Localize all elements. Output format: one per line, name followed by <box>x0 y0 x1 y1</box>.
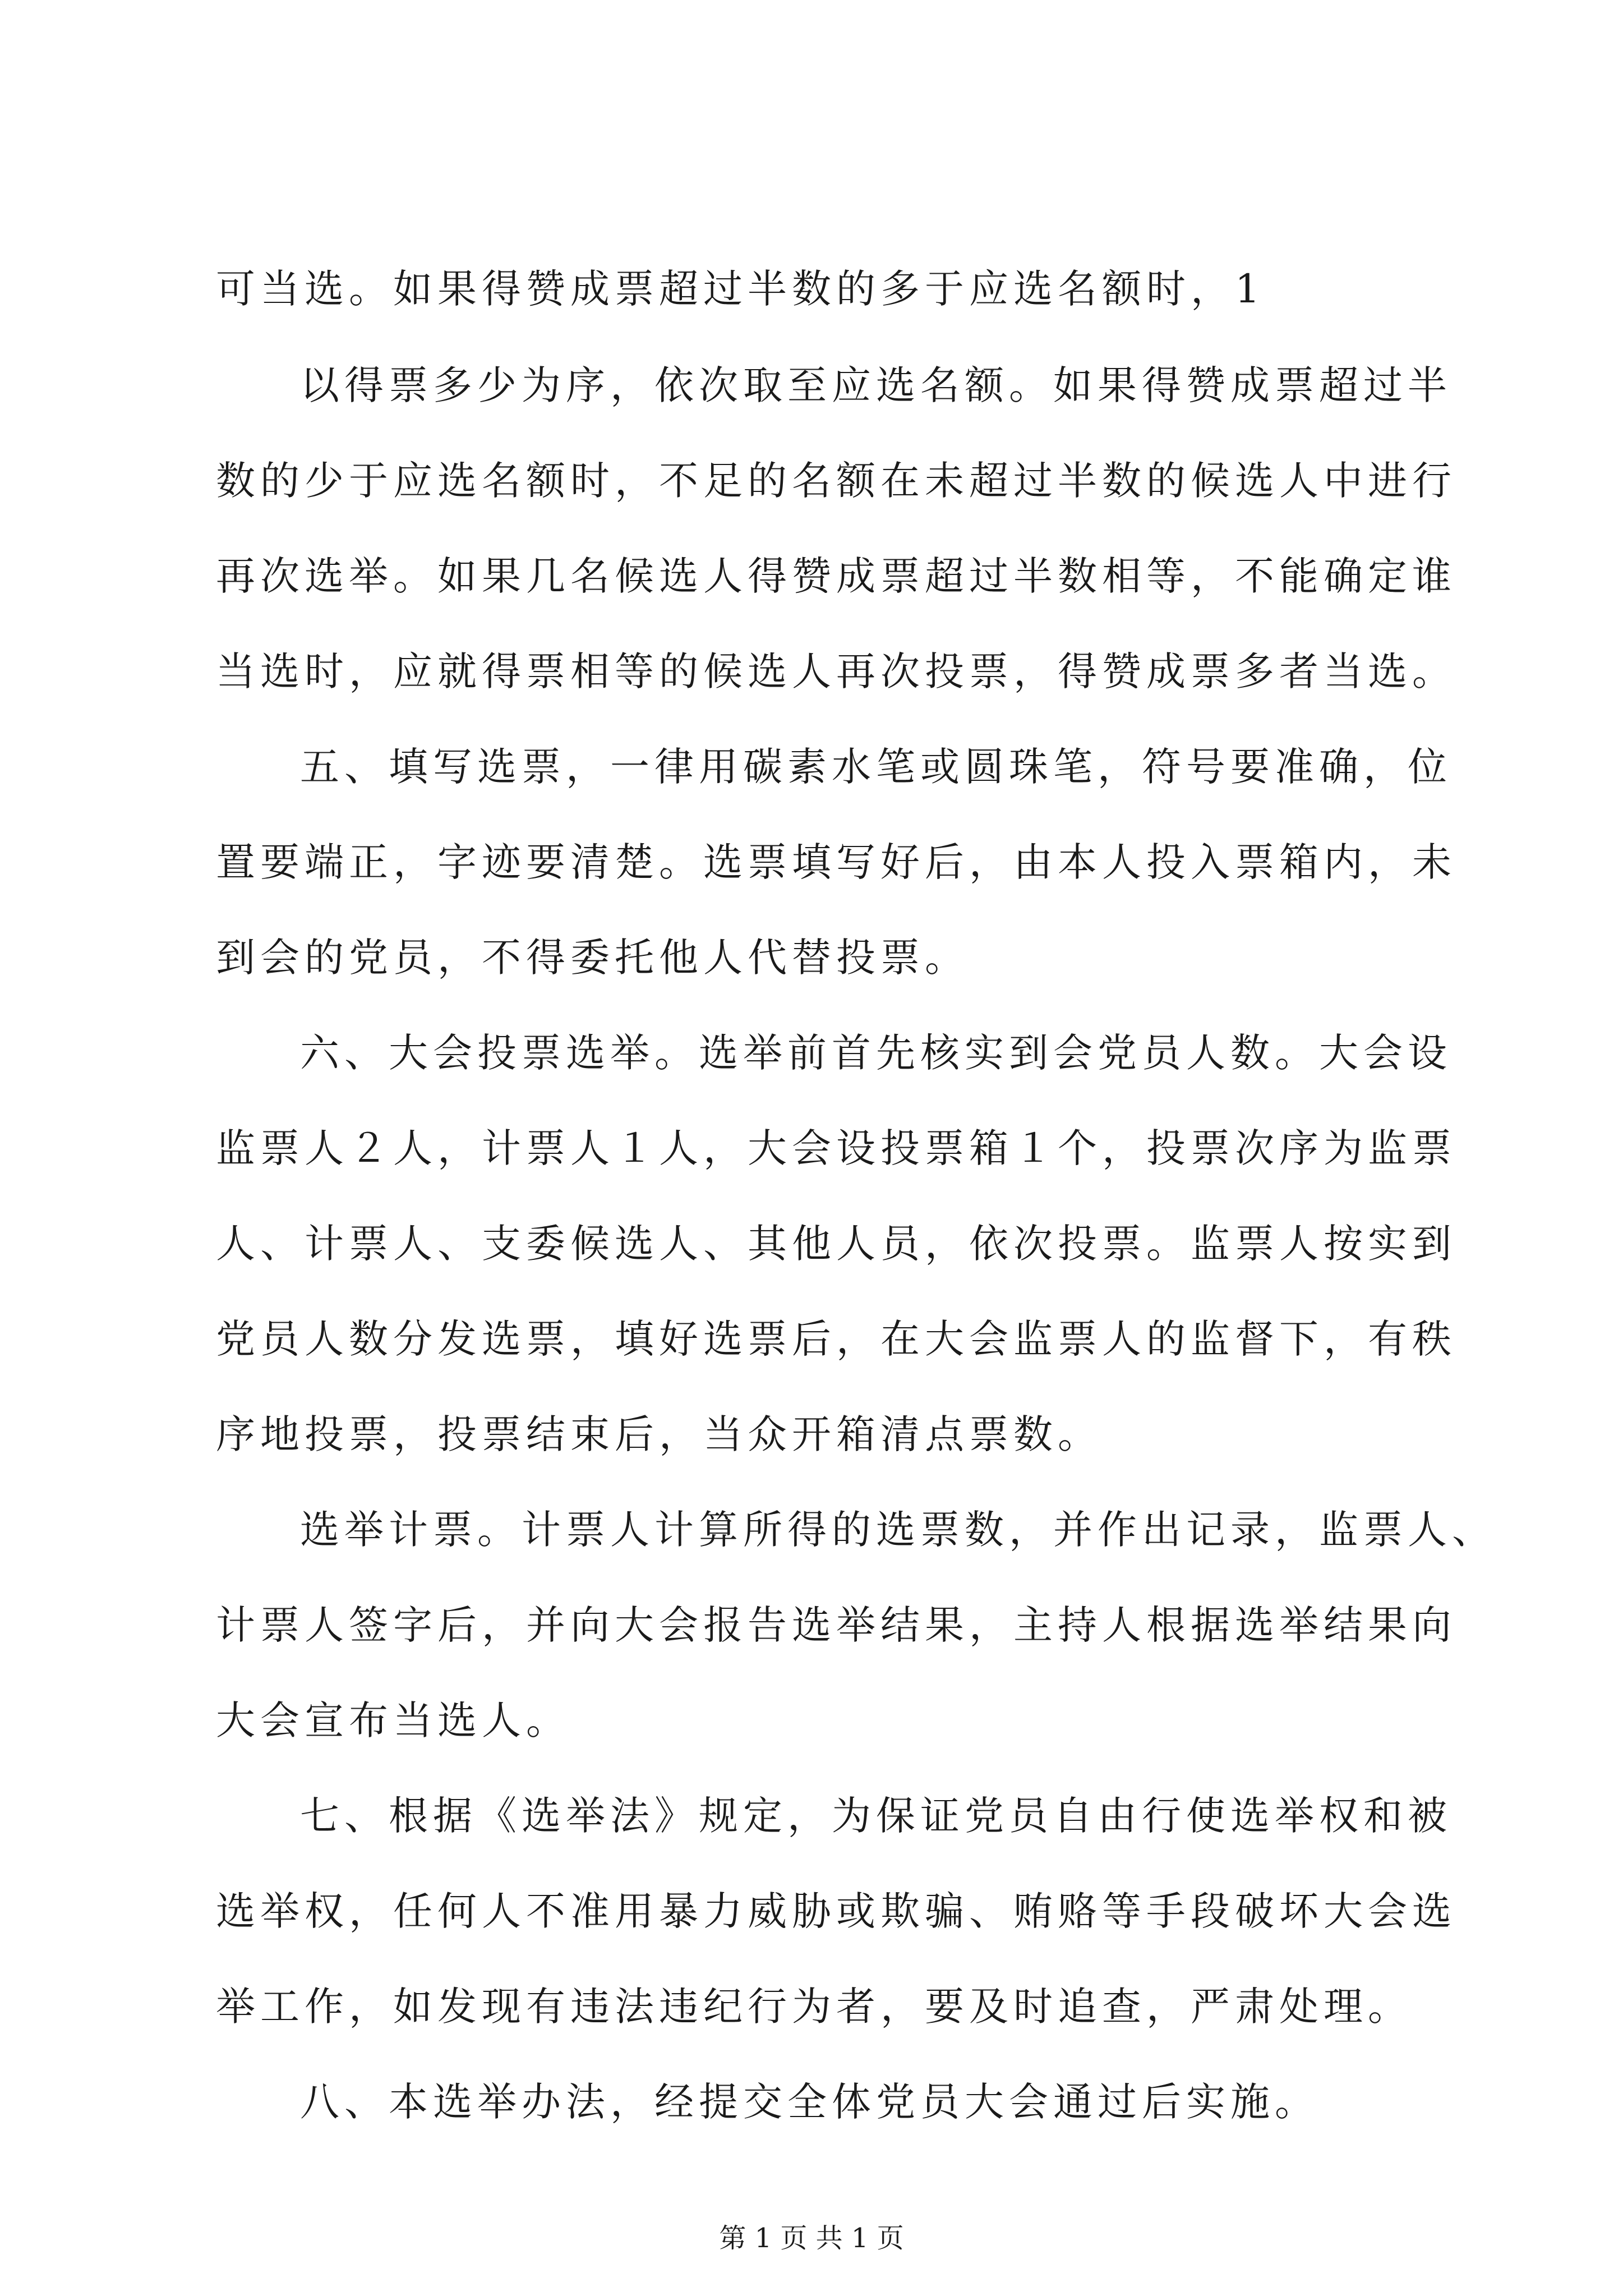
text-line: 序地投票，投票结束后，当众开箱清点票数。 <box>216 1411 1102 1457</box>
text-line: 到会的党员，不得委托他人代替投票。 <box>216 935 969 981</box>
text-line: 再次选举。如果几名候选人得赞成票超过半数相等，不能确定谁 <box>216 553 1456 599</box>
text-line: 计票人签字后，并向大会报告选举结果，主持人根据选举结果向 <box>216 1602 1456 1648</box>
text-line: 数的少于应选名额时，不足的名额在未超过半数的候选人中进行 <box>216 458 1456 504</box>
text-line: 举工作，如发现有违法违纪行为者，要及时追查，严肃处理。 <box>216 1984 1412 2030</box>
text-line: 八、本选举办法，经提交全体党员大会通过后实施。 <box>300 2079 1319 2125</box>
text-line: 六、大会投票选举。选举前首先核实到会党员人数。大会设 <box>300 1030 1452 1076</box>
text-line: 人、计票人、支委候选人、其他人员，依次投票。监票人按实到 <box>216 1221 1456 1267</box>
text-line: 五、填写选票，一律用碳素水笔或圆珠笔，符号要准确，位 <box>300 744 1452 790</box>
text-line: 监票人２人，计票人１人，大会设投票箱１个，投票次序为监票 <box>216 1125 1456 1171</box>
text-line: 可当选。如果得赞成票超过半数的多于应选名额时，1 <box>216 266 1265 312</box>
page-number-footer: 第 1 页 共 1 页 <box>719 2223 904 2254</box>
text-line: 选举权，任何人不准用暴力威胁或欺骗、贿赂等手段破坏大会选 <box>216 1888 1456 1934</box>
text-line: 以得票多少为序，依次取至应选名额。如果得赞成票超过半 <box>300 362 1452 408</box>
text-line: 党员人数分发选票，填好选票后，在大会监票人的监督下，有秩 <box>216 1316 1456 1362</box>
text-line: 大会宣布当选人。 <box>216 1697 570 1743</box>
text-line: 当选时，应就得票相等的候选人再次投票，得赞成票多者当选。 <box>216 648 1456 694</box>
text-line: 置要端正，字迹要清楚。选票填写好后，由本人投入票箱内，未 <box>216 839 1456 885</box>
text-line: 七、根据《选举法》规定，为保证党员自由行使选举权和被 <box>300 1793 1452 1839</box>
text-line: 选举计票。计票人计算所得的选票数，并作出记录，监票人、 <box>300 1507 1496 1553</box>
